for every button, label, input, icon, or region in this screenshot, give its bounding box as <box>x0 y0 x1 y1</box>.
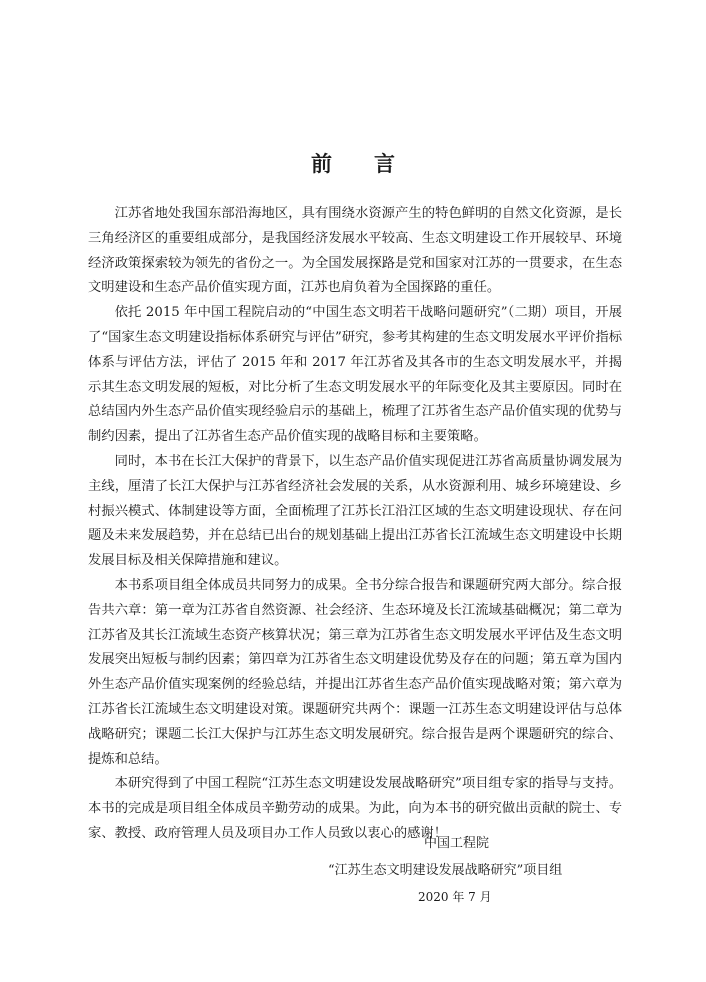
signature-project-group: “江苏生态文明建设发展战略研究”项目组 <box>328 863 563 878</box>
paragraph-2: 依托 2015 年中国工程院启动的“中国生态文明若干战略问题研究”（二期）项目，开展了“国家生态文明建设指标体系研究与评估”研究，参考其构建的生态文明发展水平评价指标体系与评估方法，评估了 2015 年和 2017 年江苏省及其各市的生态文明发展水平，并揭示其生态文明发展的短板，对比分析了生态文明发展水平的年际变化及其主要原因。同时在总结国内外生态产品价值实现经验启示的基础上，梳理了江苏省生态产品价值实现的优势与制约因素，提出了江苏省生态产品价值实现的战略目标和主要策略。 <box>88 305 622 445</box>
page-title: 前 言 <box>311 151 395 176</box>
paragraph-1: 江苏省地处我国东部沿海地区，具有围绕水资源产生的特色鲜明的自然文化资源，是长三角经济区的重要组成部分，是我国经济发展水平较高、生态文明建设工作开展较早、环境经济政策探索较为领先的省份之一。为全国发展探路是党和国家对江苏的一贯要求，在生态文明建设和生态产品价值实现方面，江苏也肩负着为全国探路的重任。 <box>88 206 622 296</box>
paragraph-3: 同时，本书在长江大保护的背景下，以生态产品价值实现促进江苏省高质量协调发展为主线，厘清了长江大保护与江苏省经济社会发展的关系，从水资源利用、城乡环境建设、乡村振兴模式、体制建设等方面，全面梳理了江苏长江沿江区域的生态文明建设现状、存在问题及未来发展趋势，并在总结已出台的规划基础上提出江苏省长江流域生态文明建设中长期发展目标及相关保障措施和建议。 <box>88 453 622 569</box>
signature-date: 2020 年 7 月 <box>418 890 492 904</box>
signature-organization: 中国工程院 <box>424 836 490 851</box>
paragraph-4: 本书系项目组全体成员共同努力的成果。全书分综合报告和课题研究两大部分。综合报告共六章：第一章为江苏省自然资源、社会经济、生态环境及长江流域基础概况；第二章为江苏省及其长江流域生态资产核算状况；第三章为江苏省生态文明发展水平评估及生态文明发展突出短板与制约因素；第四章为江苏省生态文明建设优势及存在的问题；第五章为国内外生态产品价值实现案例的经验总结，并提出江苏省生态产品价值实现战略对策；第六章为江苏省长江流域生态文明建设对策。课题研究共两个：课题一江苏生态文明建设评估与总体战略研究；课题二长江大保护与江苏生态文明发展研究。综合报告是两个课题研究的综合、提炼和总结。 <box>88 577 622 767</box>
paragraph-5: 本研究得到了中国工程院“江苏生态文明建设发展战略研究”项目组专家的指导与支持。本书的完成是项目组全体成员辛勤劳动的成果。为此，向为本书的研究做出贡献的院士、专家、教授、政府管理人员及项目办工作人员致以衷心的感谢！ <box>88 776 622 841</box>
preface-body <box>88 202 622 847</box>
signature-block <box>300 830 622 911</box>
